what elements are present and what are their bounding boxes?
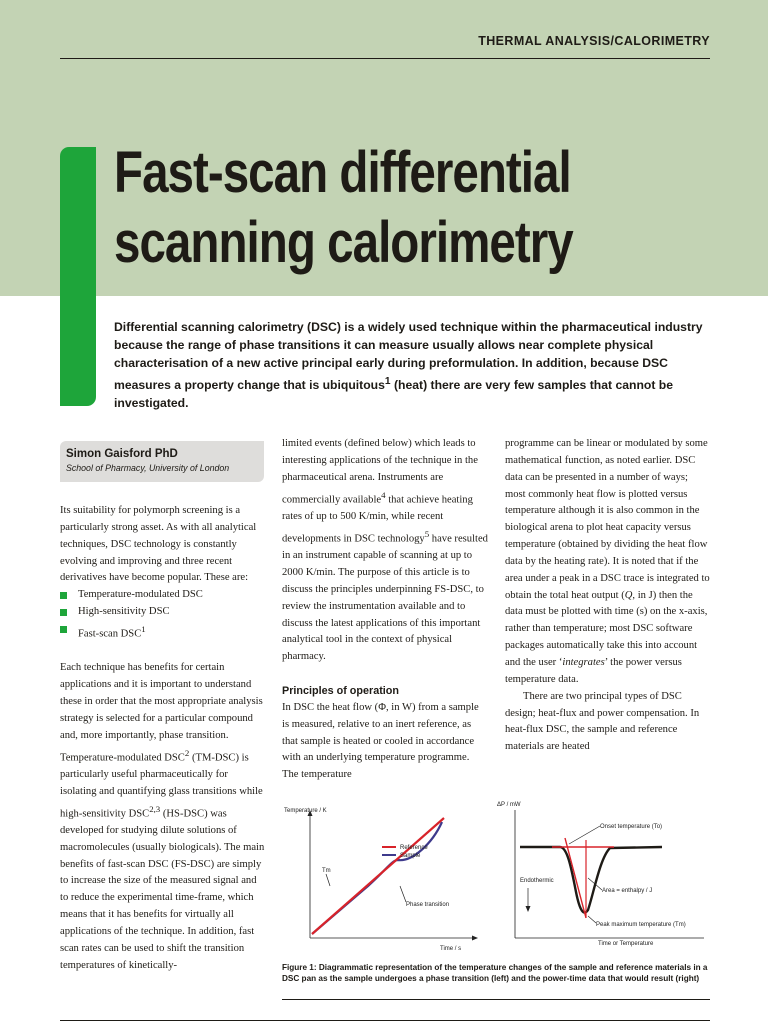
list-item: Temperature-modulated DSC xyxy=(60,587,266,604)
title-line-1: Fast-scan differential xyxy=(114,140,571,205)
paragraph: There are two principal types of DSC design; heat-flux and power compensation. In heat-flux DSC, the sample and reference materials are heated xyxy=(505,690,700,753)
endothermic-arrow xyxy=(526,906,531,912)
tm-label: Tm xyxy=(322,868,331,874)
text-run: programme can be linear or modulated by some mathematical function, as noted earlier. DSC data can be presented in a number of ways; most commonly heat flow is plotted versus temperature although it is also common in the biological arena to plot heat capacity versus temperature (obtained by dividing the heat flow data by the heating rate). It is noted that if the area under a peak in a DSC trace is integrated to obtain the total heat output ( xyxy=(505,438,710,601)
paragraph xyxy=(505,436,710,689)
reference-line xyxy=(312,818,444,934)
section-label: THERMAL ANALYSIS/CALORIMETRY xyxy=(478,34,710,48)
standfirst-text: Differential scanning calorimetry (DSC) is a widely used technique within the pharmaceutical industry because the range of phase transitions it can measure usually allows near complete physical characterisation of a new active principal early during preformulation. In addition, because DSC measures a property change that is ubiquitous xyxy=(114,320,703,392)
right-y-label: ΔP / mW xyxy=(497,802,521,808)
header-rule xyxy=(60,58,710,59)
phase-transition-label: Phase transition xyxy=(406,902,450,908)
text-run: Each technique has benefits for certain applications and it is important to understand these in order that the most appropriate analysis strategy is selected for a particular compound and, more importantly, phase transition. Temperature-modulated DSC xyxy=(60,662,263,764)
left-y-label: Temperature / K xyxy=(284,808,327,814)
peak-pointer xyxy=(588,916,596,923)
footnote-ref: 1 xyxy=(384,375,391,387)
paragraph: In DSC the heat flow (Φ, in W) from a sample is measured, relative to an inert reference, as that sample is heated or cooled in accordance with an underlying temperature programme. The temperature xyxy=(282,701,479,781)
accent-bar xyxy=(60,147,96,406)
list-item: High-sensitivity DSC xyxy=(60,604,266,621)
left-x-label: Time / s xyxy=(440,946,462,952)
derivatives-list xyxy=(60,587,266,643)
title-line-2: scanning calorimetry xyxy=(114,210,573,275)
text-run: , in J) then the data must be plotted with time (s) on the x-axis, rather than temperature; most DSC software packages automatically take this into account and the user ‘ xyxy=(505,589,708,668)
text-run: limited events (defined below) which leads to interesting applications of the technique in the pharmaceutical arena. Instruments are commercially available xyxy=(282,438,478,506)
left-x-arrow xyxy=(472,936,478,941)
author-affiliation: School of Pharmacy, University of London xyxy=(66,463,230,473)
tm-pointer xyxy=(326,874,330,886)
onset-tangent xyxy=(565,838,586,918)
standfirst-text-end: (heat) there are very few samples that cannot be investigated. xyxy=(114,377,673,410)
peak-label: Peak maximum temperature (Tm) xyxy=(596,922,686,928)
onset-pointer xyxy=(569,826,600,844)
endothermic-label: Endothermic xyxy=(520,878,554,884)
left-diagram xyxy=(284,808,478,952)
list-item-text: Fast-scan DSC xyxy=(78,628,142,640)
phase-pointer xyxy=(400,886,406,902)
footnote-ref: 1 xyxy=(141,623,146,634)
text-run: have resulted in an instrument capable of scanning at up to 2000 K/min. The purpose of this article is to discuss the principles underpinning FS-DSC, to review the instrumentation available and to discuss the latest applications of this important analytical tool in the context of physical pharmacy. xyxy=(282,533,488,663)
footnote-ref: 2,3 xyxy=(149,803,161,814)
body-column-3 xyxy=(505,436,710,756)
legend-reference: Reference xyxy=(400,845,428,851)
paragraph xyxy=(60,660,266,974)
figure-1 xyxy=(282,800,710,958)
body-column-2 xyxy=(282,436,488,784)
author-name: Simon Gaisford PhD xyxy=(66,448,178,460)
area-label: Area = enthalpy / J xyxy=(602,888,653,894)
article-title xyxy=(114,138,631,278)
footnote-ref: 4 xyxy=(381,489,386,500)
body-column-1 xyxy=(60,503,266,975)
right-diagram xyxy=(497,802,704,947)
figure-caption: Figure 1: Diagrammatic representation of the temperature changes of the sample and reference materials in a DSC pan as the sample undergoes a phase transition (left) and the power-time data that would result (right) xyxy=(282,963,708,984)
footer-rule xyxy=(60,1020,710,1021)
text-run: (TM-DSC) is particularly useful pharmaceutically for isolating and quantifying glass transitions while high-sensitivity DSC xyxy=(60,752,263,820)
caption-rule xyxy=(282,999,710,1000)
paragraph xyxy=(282,436,488,666)
list-item xyxy=(60,621,266,643)
text-run: ’ the power versus temperature data. xyxy=(505,656,682,685)
right-x-label: Time or Temperature xyxy=(598,941,654,947)
paragraph: Its suitability for polymorph screening is a particularly strong asset. As with all analytical techniques, DSC technology is constantly evolving and improving and three recent derivatives have become popular. These are: xyxy=(60,505,257,584)
text-run: (HS-DSC) was developed for studying dilute solutions of macromolecules (usually biologicals). The main benefits of fast-scan DSC (FS-DSC) are simply to increase the size of the measured signal and to reduce the experimental time-frame, which means that it has benefits for virtually all applications of the technique. In addition, fast scan rates can be used to shift the transition temperatures of kinetically- xyxy=(60,808,265,971)
footnote-ref: 5 xyxy=(424,528,430,539)
legend-sample: Sample xyxy=(400,853,421,859)
italic-word: integrates xyxy=(562,656,605,668)
onset-label: Onset temperature (To) xyxy=(600,824,663,830)
author-box xyxy=(60,441,264,482)
italic-symbol: Q xyxy=(624,589,633,601)
subheading: Principles of operation xyxy=(282,685,399,698)
standfirst xyxy=(114,318,710,412)
footnote-ref: 2 xyxy=(184,747,190,758)
text-run: that achieve heating rates of up to 500 K/min, while recent developments in DSC technology xyxy=(282,494,473,545)
